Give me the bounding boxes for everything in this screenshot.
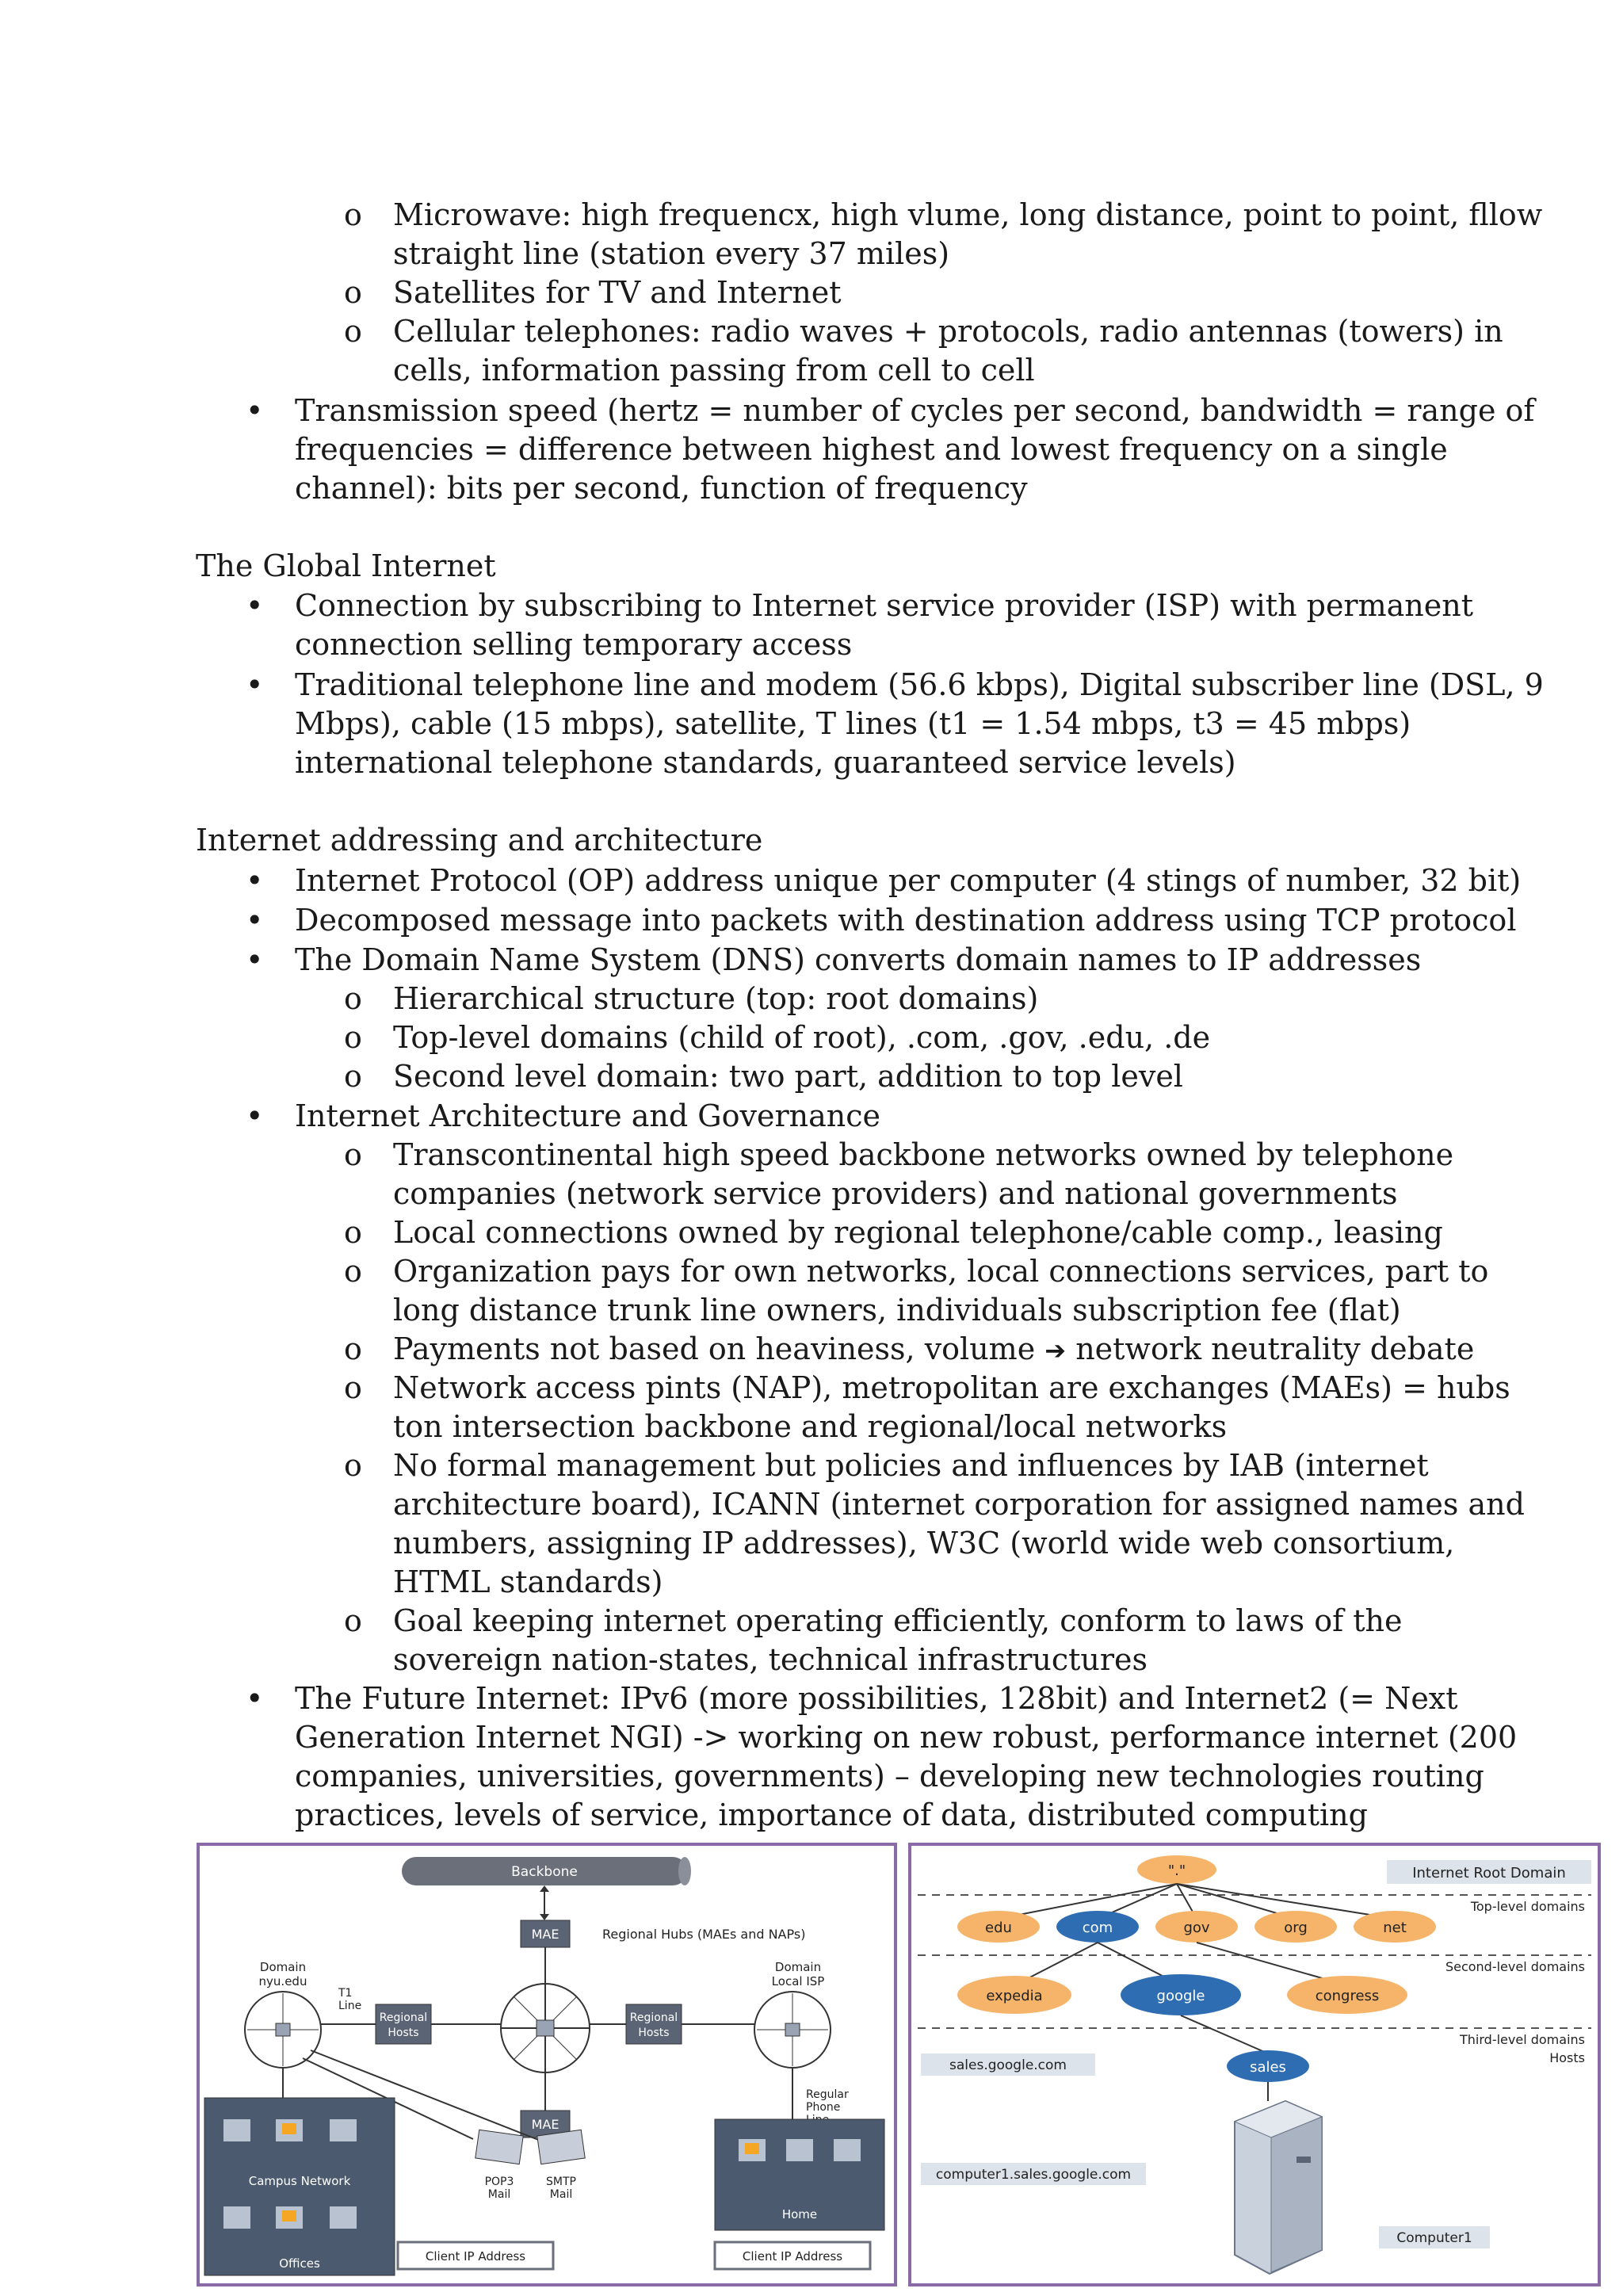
- tld-label: gov: [1183, 1920, 1210, 1936]
- text-line: The Future Internet: IPv6 (more possibilities, 128bit) and Internet2 (= Next: [295, 1681, 1458, 1716]
- text-line: cells, information passing from cell to cell: [393, 353, 1035, 388]
- text-line: Goal keeping internet operating efficiently, conform to laws of the: [393, 1603, 1403, 1638]
- internet-architecture-figure: [197, 1843, 897, 2286]
- sub-bullet-marker: o: [344, 1448, 362, 1483]
- bullet-marker: •: [246, 942, 264, 977]
- bullet-marker: •: [246, 1681, 264, 1716]
- text-line: Second level domain: two part, addition to top level: [393, 1059, 1183, 1094]
- third-level-label: Third-level domains: [1460, 2032, 1585, 2047]
- text-line: Decomposed message into packets with destination address using TCP protocol: [295, 903, 1517, 938]
- tld-label: edu: [985, 1920, 1012, 1936]
- text-line: Top-level domains (child of root), .com, .gov, .edu, .de: [393, 1020, 1211, 1055]
- text-line: HTML standards): [393, 1564, 663, 1599]
- text-line: Internet Architecture and Governance: [295, 1098, 881, 1133]
- text-line: frequencies = difference between highest and lowest frequency on a single: [295, 432, 1448, 467]
- tld-label: net: [1383, 1920, 1407, 1936]
- regular-phone-label: Regular: [806, 2088, 849, 2101]
- text-line: Generation Internet NGI) -> working on new robust, performance internet (200: [295, 1720, 1518, 1755]
- dns-hierarchy-figure: [908, 1843, 1601, 2286]
- sld-label: expedia: [986, 1988, 1043, 2004]
- text-line: Transcontinental high speed backbone networks owned by telephone: [393, 1137, 1454, 1172]
- bullet-marker: •: [246, 903, 264, 938]
- root-domain-label: Internet Root Domain: [1412, 1865, 1566, 1881]
- sub-bullet-marker: o: [344, 1137, 362, 1172]
- pop3-mail-icon: [475, 2130, 523, 2164]
- text-line: Microwave: high frequencx, high vlume, long distance, point to point, fllow: [393, 197, 1543, 232]
- smtp-label: SMTP: [546, 2176, 576, 2188]
- regional-hosts-label: Hosts: [638, 2027, 670, 2039]
- tld-label: org: [1284, 1920, 1308, 1936]
- text-line: Connection by subscribing to Internet service provider (ISP) with permanent: [295, 588, 1473, 623]
- hosts-label: Hosts: [1549, 2050, 1585, 2065]
- text-line: numbers, assigning IP addresses), W3C (world wide web consortium,: [393, 1526, 1455, 1561]
- regional-hosts-label: Regional: [629, 2011, 678, 2024]
- smtp-label: Mail: [549, 2188, 573, 2201]
- regional-hosts-label: Hosts: [388, 2027, 419, 2039]
- t1-line-label: Line: [338, 2000, 362, 2012]
- pop3-label: POP3: [484, 2176, 514, 2188]
- smtp-mail-icon: [537, 2130, 585, 2164]
- text-line: Satellites for TV and Internet: [393, 275, 842, 310]
- sub-bullet-marker: o: [344, 1603, 362, 1638]
- text-line: companies (network service providers) and national governments: [393, 1176, 1398, 1211]
- dns-diagram: [911, 1846, 1598, 2283]
- sub-bullet-marker: o: [344, 1331, 362, 1366]
- tld-label: com: [1082, 1920, 1113, 1936]
- section-heading: The Global Internet: [196, 548, 496, 583]
- bullet-marker: •: [246, 1098, 264, 1133]
- campus-network-label: Campus Network: [248, 2174, 351, 2188]
- bullet-marker: •: [246, 588, 264, 623]
- regional-hosts-label: Regional: [379, 2011, 428, 2024]
- mae-label: MAE: [531, 2117, 559, 2132]
- t1-line-label: T1: [338, 1987, 353, 2000]
- text-line: ton intersection backbone and regional/local networks: [393, 1409, 1228, 1444]
- regional-hubs-label: Regional Hubs (MAEs and NAPs): [602, 1927, 806, 1942]
- text-line: Local connections owned by regional telephone/cable comp., leasing: [393, 1215, 1443, 1250]
- text-line: channel): bits per second, function of frequency: [295, 471, 1028, 506]
- domain-nyu-label: Domain: [259, 1960, 307, 1974]
- offices-label: Offices: [279, 2256, 320, 2271]
- regular-phone-label: Phone: [806, 2101, 841, 2114]
- home-label: Home: [781, 2207, 818, 2222]
- text-line: No formal management but policies and influences by IAB (internet: [393, 1448, 1429, 1483]
- top-level-label: Top-level domains: [1470, 1899, 1585, 1914]
- computer-fqdn-label: computer1.sales.google.com: [935, 2167, 1132, 2183]
- text-line: practices, levels of service, importance of data, distributed computing: [295, 1797, 1368, 1832]
- architecture-diagram: [200, 1846, 894, 2283]
- text-line: straight line (station every 37 miles): [393, 236, 950, 271]
- text-line: Payments not based on heaviness, volume ➔ network neutrality debate: [393, 1331, 1475, 1366]
- mae-label: MAE: [531, 1927, 559, 1942]
- sub-bullet-marker: o: [344, 1215, 362, 1250]
- sub-bullet-marker: o: [344, 1370, 362, 1405]
- text-line: companies, universities, governments) – developing new technologies routing: [295, 1759, 1484, 1794]
- text-line: Network access pints (NAP), metropolitan are exchanges (MAEs) = hubs: [393, 1370, 1510, 1405]
- root-node-label: ".": [1167, 1862, 1186, 1879]
- text-line: Mbps), cable (15 mbps), satellite, T lines (t1 = 1.54 mbps, t3 = 45 mbps): [295, 706, 1411, 741]
- sub-bullet-marker: o: [344, 1020, 362, 1055]
- sub-bullet-marker: o: [344, 1254, 362, 1289]
- text-line: The Domain Name System (DNS) converts domain names to IP addresses: [295, 942, 1422, 977]
- sub-bullet-marker: o: [344, 1059, 362, 1094]
- arrow-icon: ➔: [1044, 1335, 1067, 1366]
- sub-bullet-marker: o: [344, 314, 362, 349]
- bullet-marker: •: [246, 667, 264, 702]
- backbone-label: Backbone: [511, 1864, 578, 1880]
- client-ip-label: Client IP Address: [742, 2249, 843, 2264]
- computer-label: Computer1: [1396, 2230, 1472, 2246]
- text-line: Internet Protocol (OP) address unique per computer (4 stings of number, 32 bit): [295, 863, 1522, 898]
- text-line: Organization pays for own networks, local connections services, part to: [393, 1254, 1489, 1289]
- section-heading: Internet addressing and architecture: [196, 823, 763, 858]
- text-line: Hierarchical structure (top: root domains): [393, 981, 1039, 1016]
- text-line: international telephone standards, guaranteed service levels): [295, 745, 1236, 780]
- sales-fqdn-label: sales.google.com: [949, 2057, 1067, 2073]
- sub-bullet-marker: o: [344, 197, 362, 232]
- pop3-label: Mail: [487, 2188, 511, 2201]
- second-level-label: Second-level domains: [1445, 1959, 1585, 1974]
- text-line: Cellular telephones: radio waves + protocols, radio antennas (towers) in: [393, 314, 1503, 349]
- text-line: long distance trunk line owners, individuals subscription fee (flat): [393, 1293, 1401, 1328]
- domain-isp-label: Local ISP: [771, 1974, 825, 1988]
- sld-label: google: [1156, 1988, 1205, 2004]
- text-line: connection selling temporary access: [295, 627, 853, 662]
- text-line: Traditional telephone line and modem (56.6 kbps), Digital subscriber line (DSL, 9: [295, 667, 1544, 702]
- bullet-marker: •: [246, 393, 264, 428]
- domain-nyu-label: nyu.edu: [258, 1974, 307, 1988]
- bullet-marker: •: [246, 863, 264, 898]
- sub-bullet-marker: o: [344, 981, 362, 1016]
- sales-node-label: sales: [1250, 2059, 1286, 2076]
- text-line: Transmission speed (hertz = number of cycles per second, bandwidth = range of: [295, 393, 1535, 428]
- client-ip-label: Client IP Address: [425, 2249, 526, 2264]
- domain-isp-label: Domain: [774, 1960, 822, 1974]
- text-line: architecture board), ICANN (internet corporation for assigned names and: [393, 1487, 1525, 1522]
- text-line: sovereign nation-states, technical infrastructures: [393, 1642, 1148, 1677]
- sub-bullet-marker: o: [344, 275, 362, 310]
- sld-label: congress: [1315, 1988, 1380, 2004]
